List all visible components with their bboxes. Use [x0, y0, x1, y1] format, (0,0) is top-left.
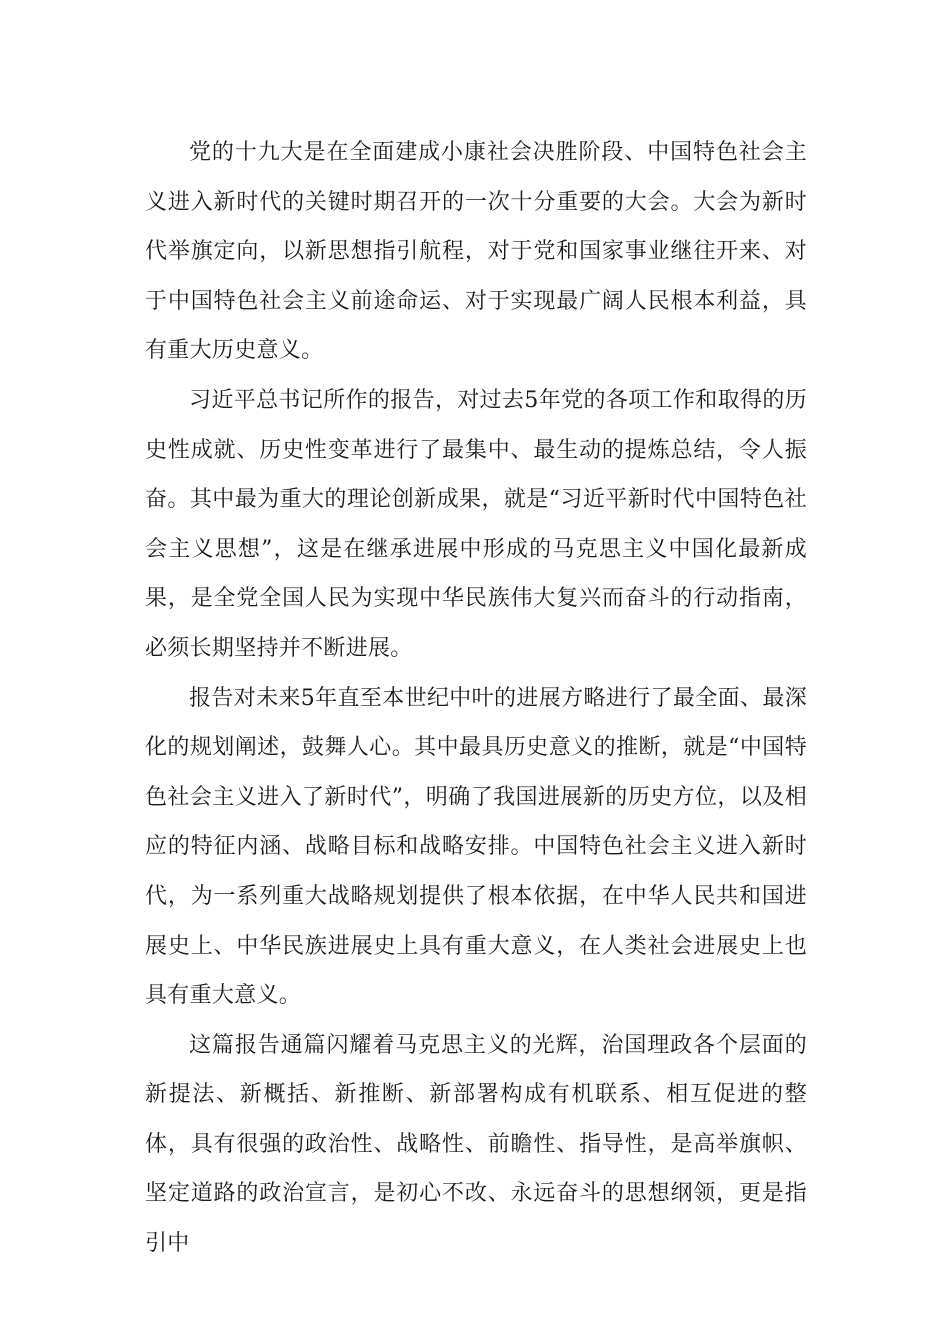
paragraph-1: 党的十九大是在全面建成小康社会决胜阶段、中国特色社会主义进入新时代的关键时期召开的一次十分重要的大会。大会为新时代举旗定向，以新思想指引航程，对于党和国家事业继往开来、对于中国特色社会主义前途命运、对于实现最广阔人民根本利益，具有重大历史意义。	[145, 140, 807, 364]
paragraph-2: 习近平总书记所作的报告，对过去5年党的各项工作和取得的历史性成就、历史性变革进行了最集中、最生动的提炼总结，令人振奋。其中最为重大的理论创新成果，就是“习近平新时代中国特色社会主义思想”，这是在继承进展中形成的马克思主义中国化最新成果，是全党全国人民为实现中华民族伟大复兴而奋斗的行动指南，必须长期坚持并不断进展。	[145, 387, 807, 661]
paragraph-4: 这篇报告通篇闪耀着马克思主义的光辉，治国理政各个层面的新提法、新概括、新推断、新部署构成有机联系、相互促进的整体，具有很强的政治性、战略性、前瞻性、指导性，是高举旗帜、坚定道路的政治宣言，是初心不改、永远奋斗的思想纲领，更是指引中	[145, 1032, 807, 1257]
paragraph-3: 报告对未来5年直至本世纪中叶的进展方略进行了最全面、最深化的规划阐述，鼓舞人心。其中最具历史意义的推断，就是“中国特色社会主义进入了新时代”，明确了我国进展新的历史方位，以及相应的特征内涵、战略目标和战略安排。中国特色社会主义进入新时代，为一系列重大战略规划提供了根本依据，在中华人民共和国进展史上、中华民族进展史上具有重大意义，在人类社会进展史上也具有重大意义。	[145, 685, 807, 1009]
document-body	[145, 128, 807, 1269]
